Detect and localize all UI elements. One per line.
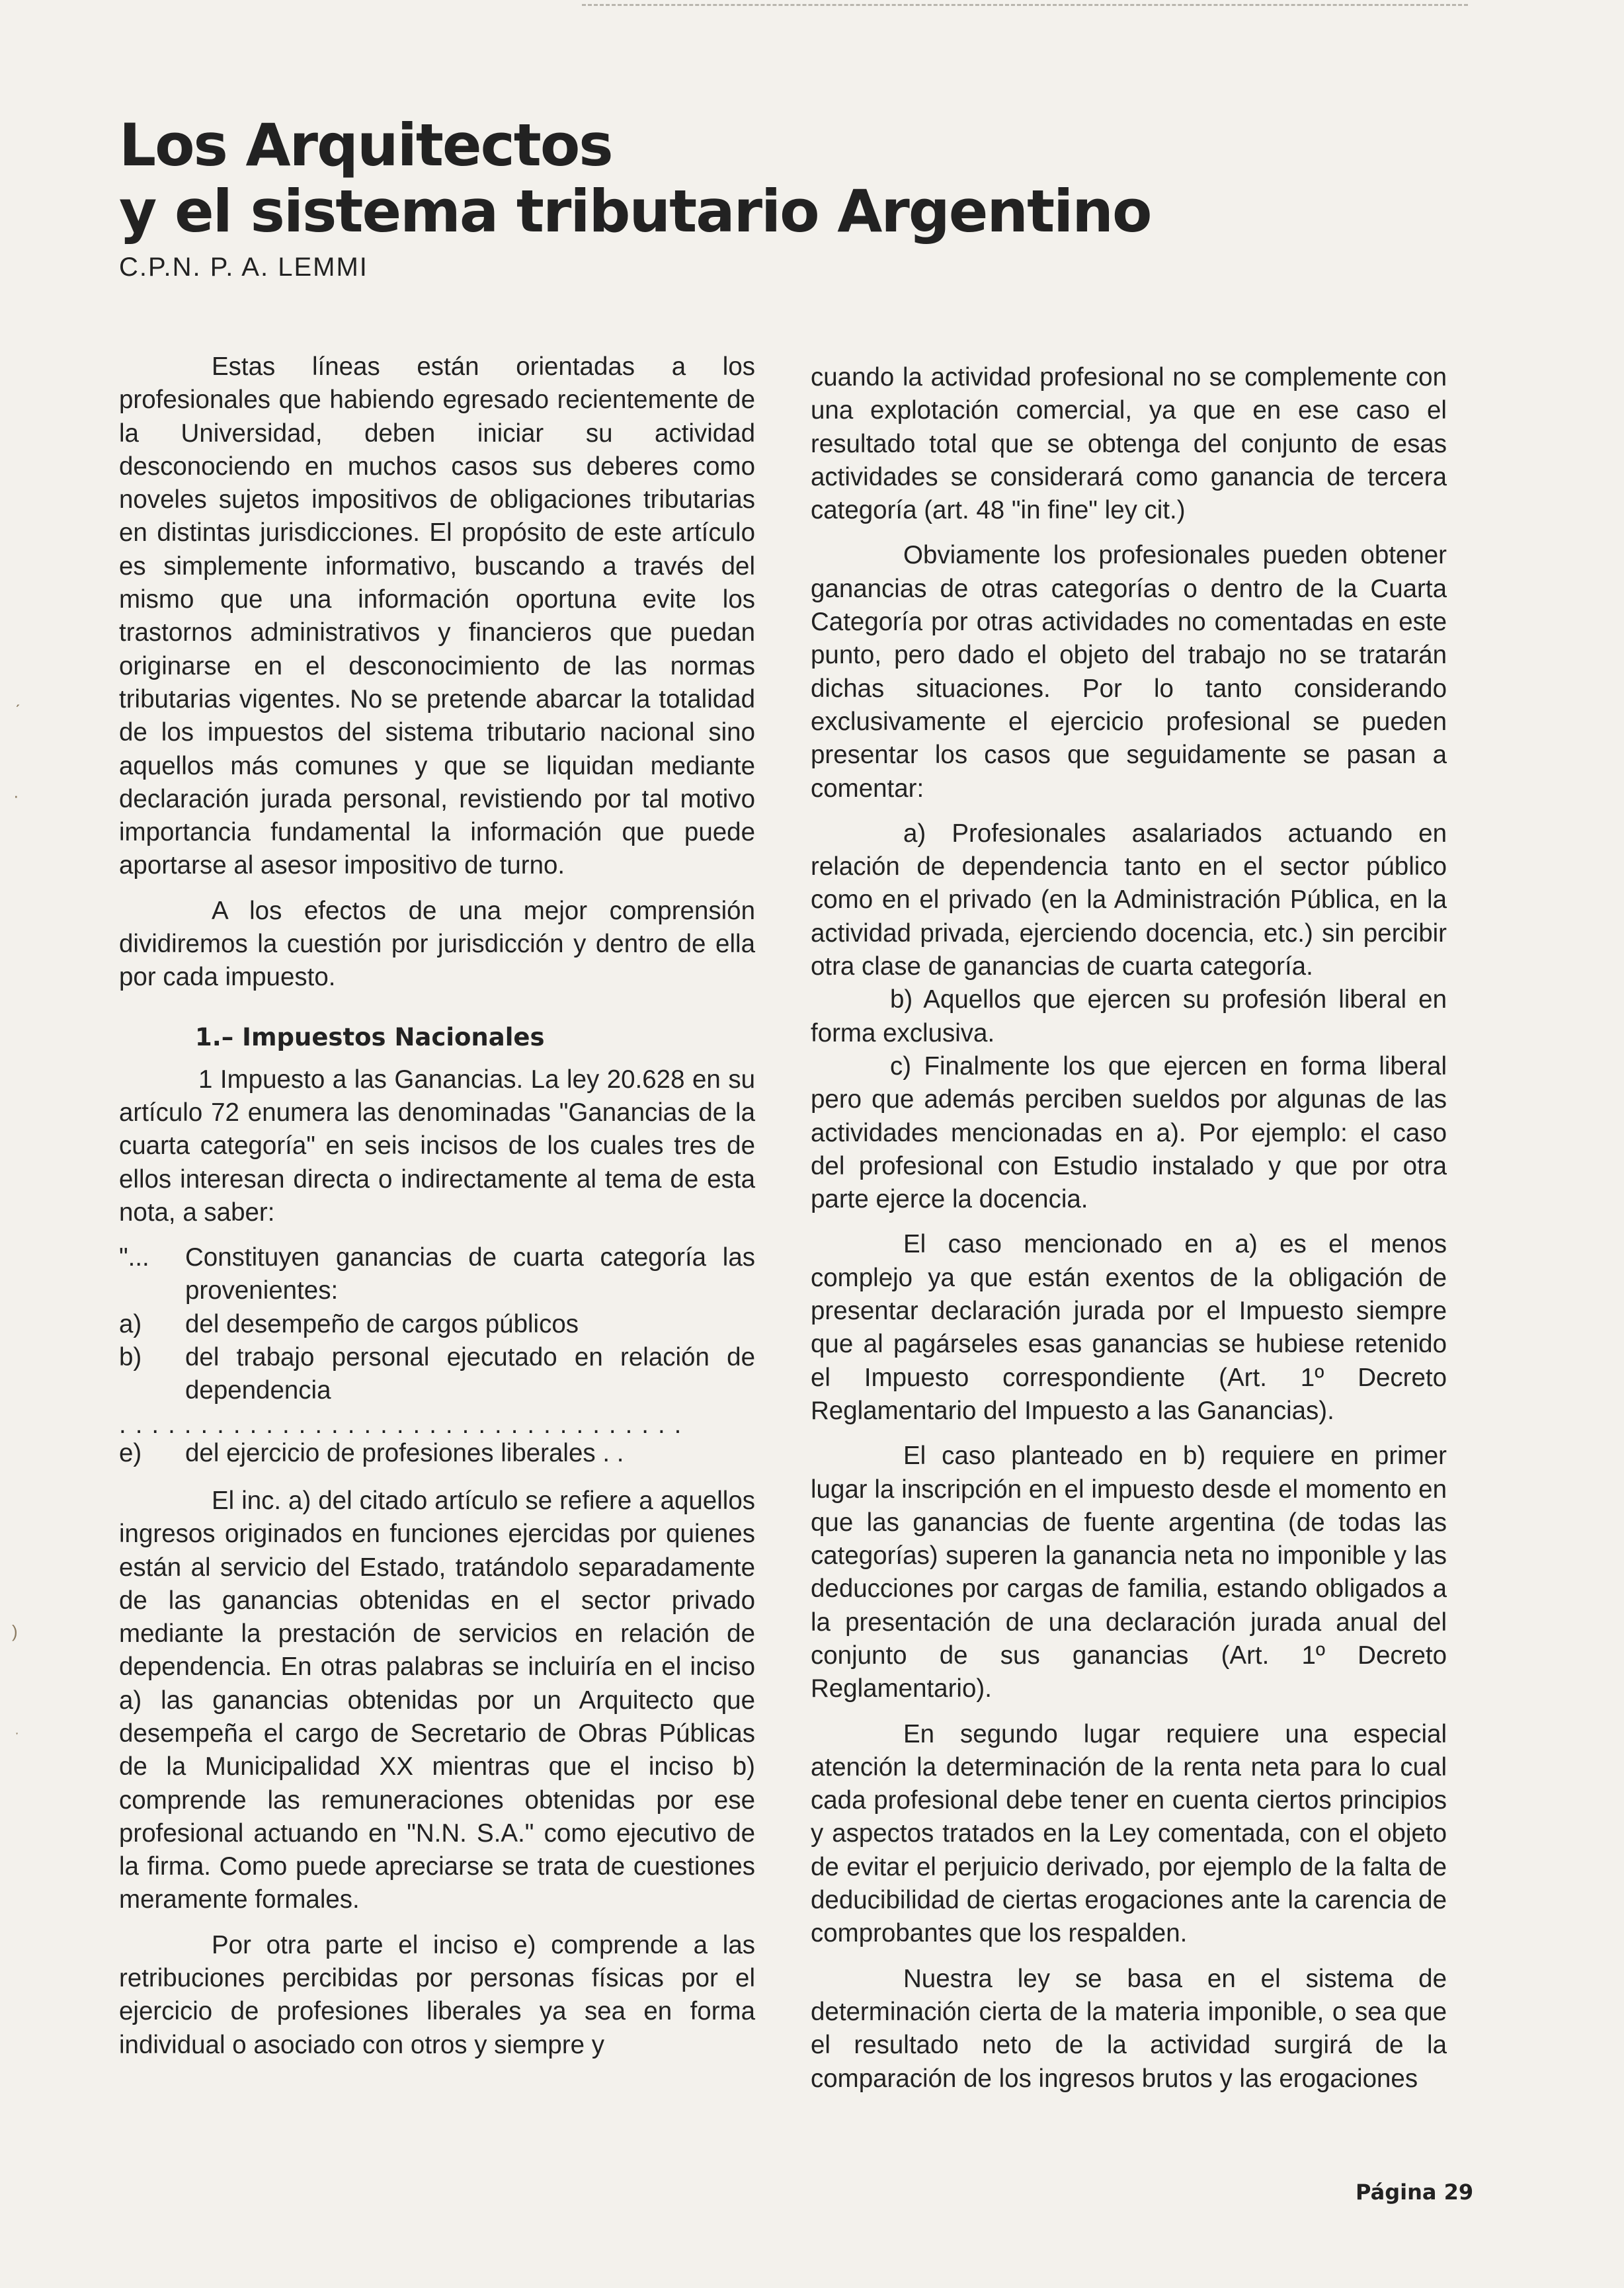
right-paragraph-1: cuando la actividad profesional no se complemente con una explotación comercial, ya que en ese caso el resultado total que se obtenga del conjunto de esas actividades se considerará como ganancia de tercera categoría (art. 48 "in fine" ley cit.) bbox=[811, 363, 1447, 525]
left-paragraph-1: Estas líneas están orientadas a los profesionales que habiendo egresado recientemente de la Universidad, deben iniciar su actividad desconociendo en muchos casos sus deberes como noveles sujetos impositivos de obligaciones tributarias en distintas jurisdicciones. El propósito de este artículo es simplemente informativo, buscando a través del mismo que una información oportuna evite los trastornos administrativos y financieros que puedan originarse en el desconocimiento de las normas tributarias vigentes. No se pretende abarcar la totalidad de los impuestos del sistema tributario nacional sino aquellos más comunes y que se liquidan mediante declaración jurada personal, revistiendo por tal motivo importancia fundamental la información que puede aportarse al asesor impositivo de turno. bbox=[119, 352, 755, 880]
right-paragraph-5: c) Finalmente los que ejercen en forma liberal pero que además perciben sueldos por algunas de las actividades mencionadas en a). Por ejemplo: el caso del profesional con Estudio instalado y que por otra parte ejerce la docencia. bbox=[811, 1051, 1447, 1214]
top-dashed-rule bbox=[582, 4, 1468, 6]
right-paragraph-4: b) Aquellos que ejercen su profesión liberal en forma exclusiva. bbox=[811, 985, 1447, 1047]
quote-item-b-text: del trabajo personal ejecutado en relación de dependencia bbox=[185, 1343, 755, 1405]
right-paragraph-6: El caso mencionado en a) es el menos complejo ya que están exentos de la obligación de presentar declaración jurada por el Impuesto siempre que al pagárseles esas ganancias se hubiese retenido el Impuesto correspondiente (Art. 1º Decreto Reglamentario del Impuesto a las Ganancias). bbox=[811, 1230, 1447, 1425]
quote-item-e bbox=[119, 1437, 755, 1470]
left-column bbox=[119, 350, 755, 2062]
right-paragraph-3: a) Profesionales asalariados actuando en relación de dependencia tanto en el sector público como en el privado (en la Administración Pública, en la actividad privada, ejerciendo docencia, etc.) sin percibir otra clase de ganancias de cuarta categoría. bbox=[811, 819, 1447, 981]
quote-intro-label: "... bbox=[119, 1243, 149, 1272]
margin-speck-mark: ˏ bbox=[15, 688, 20, 708]
margin-speck-mark: ˑ bbox=[15, 1726, 20, 1746]
right-paragraph-7: El caso planteado en b) requiere en primer lugar la inscripción en el impuesto desde el momento en que las ganancias de fuente argentina (de todas las categorías) superen la ganancia neta no imponible y las deducciones por cargas de familia, estando obligados a la presentación de una declaración jurada anual del conjunto de sus ganancias (Art. 1º Decreto Reglamentario). bbox=[811, 1442, 1447, 1703]
right-paragraph-2: Obviamente los profesionales pueden obtener ganancias de otras categorías o dentro de la Cuarta Categoría por otras actividades no comentadas en este punto, pero dado el objeto del trabajo no se tratarán dichas situaciones. Por lo tanto considerando exclusivamente el ejercicio profesional se pueden presentar los casos que seguidamente se pasan a comentar: bbox=[811, 541, 1447, 803]
quote-item-e-text: del ejercicio de profesiones liberales . . bbox=[185, 1438, 624, 1467]
left-paragraph-3: 1 Impuesto a las Ganancias. La ley 20.628 en su artículo 72 enumera las denominadas "Ganancias de la cuarta categoría" en seis incisos de los cuales tres de ellos interesan directa o indirectamente al tema de esta nota, a saber: bbox=[119, 1065, 755, 1227]
margin-speck-mark: · bbox=[13, 786, 19, 805]
quote-intro bbox=[119, 1241, 755, 1308]
left-paragraph-5: Por otra parte el inciso e) comprende a las retribuciones percibidas por personas físicas por el ejercicio de profesiones liberales ya sea en forma individual o asociado con otros y siempre y bbox=[119, 1930, 755, 2059]
quote-ellipsis-dots: ................................... bbox=[119, 1412, 691, 1437]
quote-item-b bbox=[119, 1341, 755, 1408]
right-column bbox=[811, 361, 1447, 2096]
title-line-2: y el sistema tributario Argentino bbox=[119, 177, 1151, 245]
margin-speck-mark: ) bbox=[12, 1621, 18, 1641]
left-paragraph-2: A los efectos de una mejor comprensión dividiremos la cuestión por jurisdicción y dentro de ella por cada impuesto. bbox=[119, 896, 755, 992]
quote-intro-text: Constituyen ganancias de cuarta categoría las provenientes: bbox=[185, 1243, 755, 1305]
section-heading: 1.– Impuestos Nacionales bbox=[195, 1022, 545, 1051]
right-paragraph-9: Nuestra ley se basa en el sistema de determinación cierta de la materia imponible, o sea que el resultado neto de la actividad surgirá de la comparación de los ingresos brutos y las erogaciones bbox=[811, 1964, 1447, 2093]
quote-item-b-label: b) bbox=[119, 1343, 142, 1372]
law-quote bbox=[119, 1241, 755, 1470]
left-paragraph-4: El inc. a) del citado artículo se refiere a aquellos ingresos originados en funciones ejercidas por quienes están al servicio del Estado, tratándolo separadamente de las ganancias obtenidas en el sector privado mediante la prestación de servicios en relación de dependencia. En otras palabras se incluiría en el inciso a) las ganancias obtenidas por un Arquitecto que desempeña el cargo de Secretario de Obras Públicas de la Municipalidad XX mientras que el inciso b) comprende las remuneraciones obtenidas por ese profesional actuando en "N.N. S.A." como ejecutivo de la firma. Como puede apreciarse se trata de cuestiones meramente formales. bbox=[119, 1486, 755, 1914]
author-byline: C.P.N. P. A. LEMMI bbox=[119, 253, 368, 282]
quote-item-a-text: del desempeño de cargos públicos bbox=[185, 1309, 579, 1338]
right-paragraph-8: En segundo lugar requiere una especial atención la determinación de la renta neta para lo cual cada profesional debe tener en cuenta ciertos principios y aspectos tratados en la Ley comentada, con el objeto de evitar el perjuicio derivado, por ejemplo de la falta de deducibilidad de ciertas erogaciones ante la carencia de comprobantes que los respalden. bbox=[811, 1719, 1447, 1948]
title-line-1: Los Arquitectos bbox=[119, 111, 612, 179]
quote-item-a bbox=[119, 1308, 755, 1341]
page-number: Página 29 bbox=[1356, 2180, 1474, 2205]
article-title bbox=[119, 112, 1151, 245]
quote-item-e-label: e) bbox=[119, 1438, 142, 1467]
quote-item-a-label: a) bbox=[119, 1309, 142, 1338]
